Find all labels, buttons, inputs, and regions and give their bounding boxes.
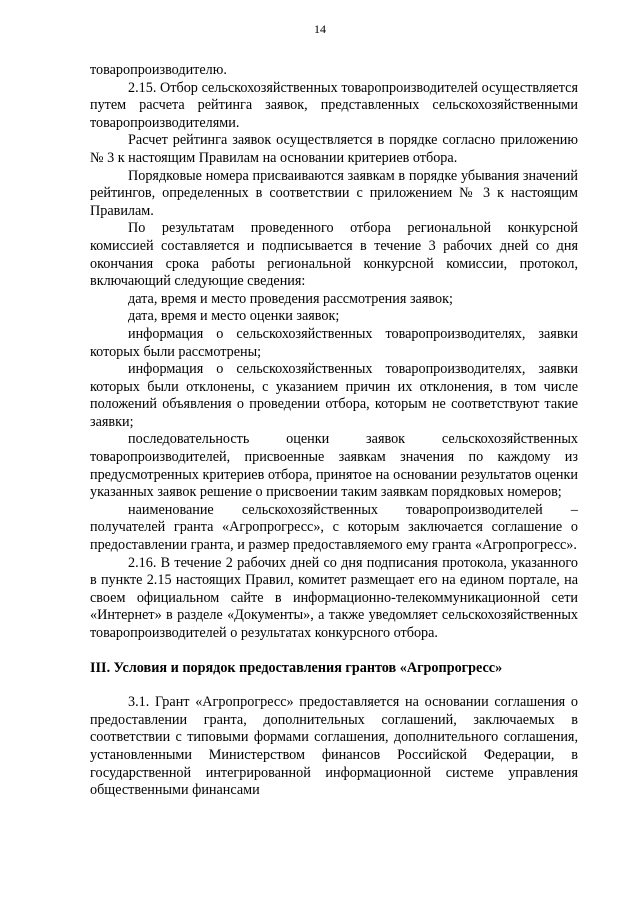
paragraph-2-15: 2.15. Отбор сельскохозяйственных товаропроизводителей осуществляется путем расчета рейтинга заявок, представленных сельскохозяйственными товаропроизводителями. (90, 79, 578, 131)
paragraph-3-1: 3.1. Грант «Агропрогресс» предоставляется на основании соглашения о предоставлении гранта, дополнительных соглашений, заключаемых в соответствии с типовыми формами соглашения, дополнительного соглашения, установленными Министерством финансов Российской Федерации, в государственной интегрированной информационной системе управления общественными финансами (90, 694, 578, 799)
paragraph: По результатам проведенного отбора региональной конкурсной комиссией составляется и подписывается в течение 3 рабочих дней со дня окончания срока работы региональной конкурсной комиссии, протокол, включающий следующие сведения: (90, 220, 578, 290)
section-heading: III. Условия и порядок предоставления грантов «Агропрогресс» (90, 659, 503, 676)
list-item: дата, время и место проведения рассмотрения заявок; (128, 290, 453, 307)
list-item: информация о сельскохозяйственных товаропроизводителях, заявки которых были отклонены, с указанием причин их отклонения, в том числе положений объявления о проведении отбора, которым не соответствуют такие заявки; (90, 361, 578, 430)
paragraph: товаропроизводителю. (90, 62, 227, 78)
paragraph: Порядковые номера присваиваются заявкам в порядке убывания значений рейтингов, определенных в соответствии с приложением № 3 к настоящим Правилам. (90, 167, 578, 219)
paragraph-2-16: 2.16. В течение 2 рабочих дней со дня подписания протокола, указанного в пункте 2.15 настоящих Правил, комитет размещает его на едином портале, на своем официальном сайте в информационно-телекоммуникационной сети «Интернет» в разделе «Документы», а также уведомляет сельскохозяйственных товаропроизводителей о результатах конкурсного отбора. (90, 554, 578, 641)
list-item: последовательность оценки заявок сельскохозяйственных товаропроизводителей, присвоенные заявкам значения по каждому из предусмотренных критериев отбора, принятое на основании результатов оценки указанных заявок решение о присвоении таким заявкам порядковых номеров; (90, 431, 578, 501)
list-item: дата, время и место оценки заявок; (128, 308, 340, 325)
page-number: 14 (314, 22, 326, 36)
paragraph: Расчет рейтинга заявок осуществляется в порядке согласно приложению № 3 к настоящим Правилам на основании критериев отбора. (90, 132, 578, 166)
document-body (90, 62, 578, 800)
list-item: наименование сельскохозяйственных товаропроизводителей – получателей гранта «Агропрогресс», с которым заключается соглашение о предоставлении гранта, и размер предоставляемого ему гранта «Агропрогресс». (90, 501, 578, 554)
list-item: информация о сельскохозяйственных товаропроизводителях, заявки которых были рассмотрены; (90, 325, 578, 360)
